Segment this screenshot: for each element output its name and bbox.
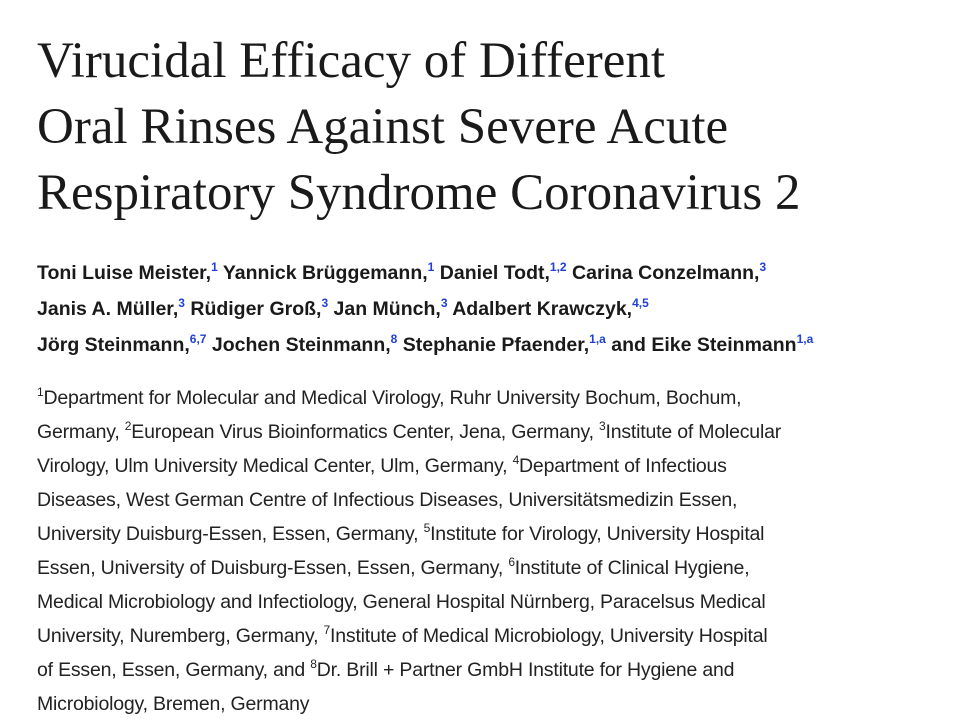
author-name: Rüdiger Groß, xyxy=(184,298,322,320)
affiliation-text: Diseases, West German Centre of Infectious Diseases, Universitätsmedizin Essen, xyxy=(37,489,738,511)
author-name: Daniel Todt, xyxy=(434,262,550,284)
affiliation-line xyxy=(37,619,952,653)
affiliation-line xyxy=(37,449,952,483)
affiliation-line xyxy=(37,381,952,415)
author-affiliation-link[interactable]: 8 xyxy=(390,332,398,346)
affiliation-number: 8 xyxy=(310,657,317,671)
affiliation-number: 6 xyxy=(508,555,515,569)
affiliation-text: European Virus Bioinformatics Center, Jena, Germany, xyxy=(131,421,600,443)
author-name: Jörg Steinmann, xyxy=(37,334,190,356)
author-affiliation-link[interactable]: 6,7 xyxy=(189,332,207,346)
affiliation-text: Department of Infectious xyxy=(519,455,727,477)
affiliation-text: Microbiology, Bremen, Germany xyxy=(37,693,310,715)
author-affiliation-link[interactable]: 3 xyxy=(440,296,448,310)
title-line: Oral Rinses Against Severe Acute xyxy=(37,99,729,155)
affiliation-number: 2 xyxy=(124,419,132,433)
affiliation-text: Dr. Brill + Partner GmbH Institute for Hygiene and xyxy=(316,659,735,681)
affiliation-line xyxy=(37,687,952,721)
author-name: Jochen Steinmann, xyxy=(206,334,391,356)
author-affiliation-link[interactable]: 4,5 xyxy=(632,296,649,310)
affiliation-line xyxy=(37,415,952,449)
author-name: Yannick Brüggemann, xyxy=(217,262,428,284)
affiliation-number: 1 xyxy=(37,385,44,399)
author-affiliation-link[interactable]: 1,a xyxy=(796,332,814,346)
affiliation-text: Institute for Virology, University Hospital xyxy=(430,523,765,545)
author-affiliation-link[interactable]: 1,2 xyxy=(549,260,567,274)
affiliation-line xyxy=(37,551,952,585)
article-title xyxy=(37,28,952,226)
affiliation-text: Germany, xyxy=(37,421,125,443)
author-list xyxy=(37,255,952,363)
affiliation-text: Medical Microbiology and Infectiology, General Hospital Nürnberg, Paracelsus Medical xyxy=(37,591,766,613)
title-line: Virucidal Efficacy of Different xyxy=(37,33,666,89)
title-line: Respiratory Syndrome Coronavirus 2 xyxy=(37,165,801,221)
affiliation-text: University Duisburg-Essen, Essen, Germany, xyxy=(37,523,424,545)
article-header xyxy=(37,28,952,721)
affiliation-number: 7 xyxy=(323,623,331,637)
author-name: and Eike Steinmann xyxy=(605,334,797,356)
author-name: Janis A. Müller, xyxy=(37,298,179,320)
author-name: Stephanie Pfaender, xyxy=(397,334,590,356)
affiliation-text: Institute of Molecular xyxy=(605,421,782,443)
author-line xyxy=(37,291,952,327)
affiliation-text: Virology, Ulm University Medical Center, Ulm, Germany, xyxy=(37,455,513,477)
author-name: Toni Luise Meister, xyxy=(37,262,212,284)
affiliation-number: 4 xyxy=(512,453,520,467)
author-affiliation-link[interactable]: 1 xyxy=(211,260,218,274)
affiliation-line xyxy=(37,585,952,619)
author-affiliation-link[interactable]: 1,a xyxy=(589,332,606,346)
affiliation-list xyxy=(37,381,952,721)
author-name: Adalbert Krawczyk, xyxy=(447,298,633,320)
author-affiliation-link[interactable]: 3 xyxy=(321,296,329,310)
author-affiliation-link[interactable]: 3 xyxy=(178,296,185,310)
affiliation-line xyxy=(37,653,952,687)
affiliation-text: of Essen, Essen, Germany, and xyxy=(37,659,311,681)
affiliation-text: University, Nuremberg, Germany, xyxy=(37,625,324,647)
affiliation-text: Institute of Clinical Hygiene, xyxy=(514,557,750,579)
author-affiliation-link[interactable]: 3 xyxy=(759,260,767,274)
affiliation-number: 3 xyxy=(599,419,606,433)
author-name: Carina Conzelmann, xyxy=(566,262,760,284)
author-line xyxy=(37,255,952,291)
author-name: Jan Münch, xyxy=(328,298,441,320)
affiliation-text: Essen, University of Duisburg-Essen, Essen, Germany, xyxy=(37,557,509,579)
affiliation-text: Institute of Medical Microbiology, University Hospital xyxy=(330,625,768,647)
affiliation-number: 5 xyxy=(423,521,431,535)
affiliation-text: Department for Molecular and Medical Virology, Ruhr University Bochum, Bochum, xyxy=(43,387,742,409)
author-affiliation-link[interactable]: 1 xyxy=(427,260,435,274)
author-line xyxy=(37,327,952,363)
affiliation-line xyxy=(37,483,952,517)
affiliation-line xyxy=(37,517,952,551)
